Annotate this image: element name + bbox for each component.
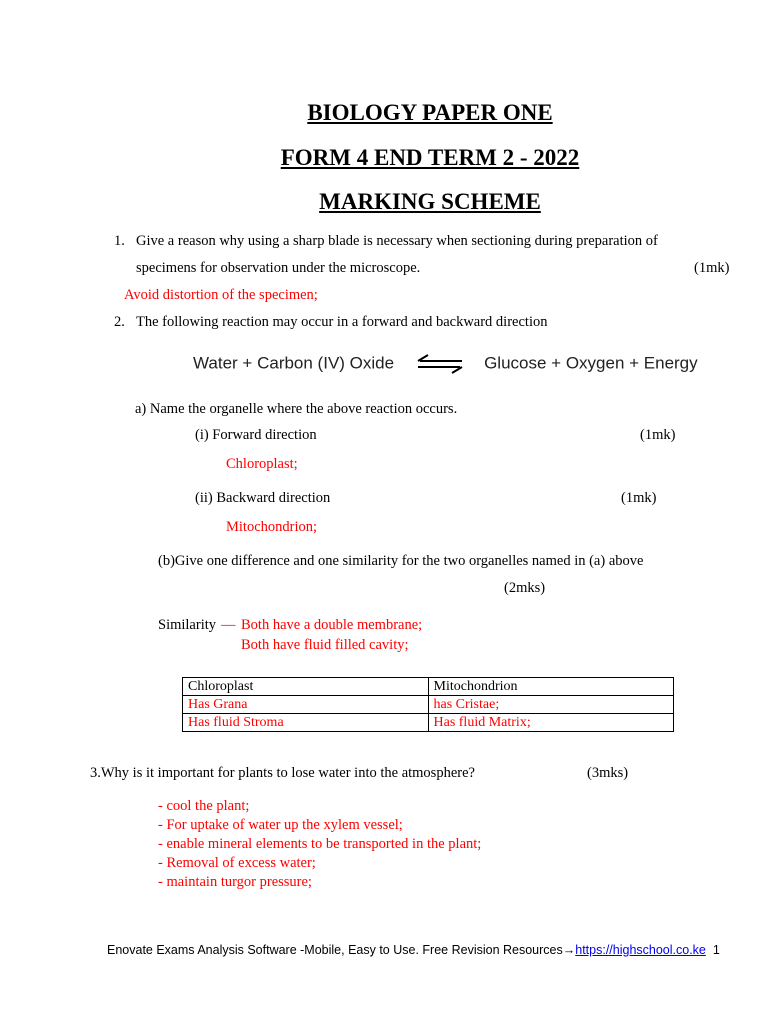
q3-answer-item: - cool the plant; [158,798,250,814]
similarity-answer-2: Both have fluid filled cavity; [241,637,409,653]
equation-products: Glucose + Oxygen + Energy [484,353,698,373]
q1-marks: (1mk) [694,260,730,276]
q2-text: The following reaction may occur in a forward and backward direction [136,314,548,330]
table-header-row [183,678,674,696]
table-cell: Has fluid Stroma [183,714,429,732]
q2a-i-marks: (1mk) [640,427,676,443]
q3-text: 3.Why is it important for plants to lose water into the atmosphere? [90,765,475,781]
q3-answer-item: - maintain turgor pressure; [158,874,312,890]
q3-marks: (3mks) [587,765,629,781]
q3-answer-item: - For uptake of water up the xylem vessel; [158,817,403,833]
q2b-marks: (2mks) [504,580,546,596]
equation-reactants: Water + Carbon (IV) Oxide [193,353,395,373]
q1-line2: specimens for observation under the microscope. [136,260,421,276]
title-form-term: FORM 4 END TERM 2 - 2022 [280,145,580,170]
table-header-cell: Mitochondrion [428,678,674,696]
similarity-answer-1: Both have a double membrane; [241,617,423,633]
similarity-dash: — [221,617,236,633]
arrow-right-icon: → [562,943,576,957]
table-cell: Has fluid Matrix; [428,714,674,732]
q2a-ii-label: (ii) Backward direction [195,490,331,506]
q3-answer-item: - enable mineral elements to be transported in the plant; [158,836,482,852]
footer-link[interactable]: https://highschool.co.ke [575,943,706,957]
q1-answer: Avoid distortion of the specimen; [124,287,318,303]
table-cell: has Cristae; [428,696,674,714]
q2a-ii-marks: (1mk) [621,490,657,506]
similarity-label: Similarity [158,617,216,633]
q1-line1: Give a reason why using a sharp blade is necessary when sectioning during preparation of [136,233,658,249]
q2a-i-label: (i) Forward direction [195,427,317,443]
q2-number: 2. [114,314,125,330]
page-footer [107,943,720,957]
table-row [183,696,674,714]
q2a-ii-answer: Mitochondrion; [226,519,318,535]
q1-number: 1. [114,233,125,249]
q2a-prompt: a) Name the organelle where the above reaction occurs. [135,401,458,417]
title-biology-paper: BIOLOGY PAPER ONE [307,100,553,125]
table-header-cell: Chloroplast [183,678,429,696]
footer-text: Enovate Exams Analysis Software -Mobile, Easy to Use. Free Revision Resources [107,943,563,957]
table-cell: Has Grana [183,696,429,714]
q2a-i-answer: Chloroplast; [226,456,298,472]
difference-table [182,677,674,732]
page-number: 1 [712,943,720,957]
table-row [183,714,674,732]
reversible-arrow-icon [414,352,466,376]
q3-answer-item: - Removal of excess water; [158,855,316,871]
title-marking-scheme: MARKING SCHEME [319,189,541,214]
q2b-prompt: (b)Give one difference and one similarity for the two organelles named in (a) above [158,553,644,569]
reaction-equation [193,352,698,376]
